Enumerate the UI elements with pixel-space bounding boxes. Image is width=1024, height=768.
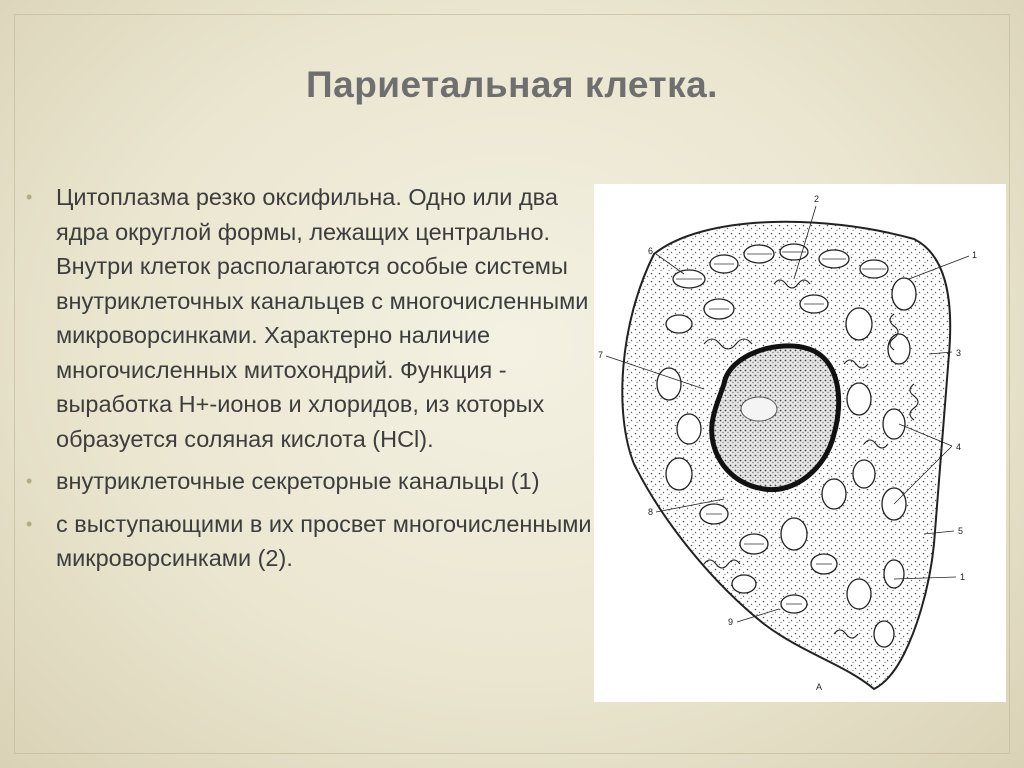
label-4: 4 xyxy=(956,442,962,452)
slide-title: Париетальная клетка. xyxy=(306,64,718,105)
bullet-dot-icon: • xyxy=(26,513,33,534)
label-3: 3 xyxy=(956,348,962,358)
bullet-dot-icon: • xyxy=(26,471,33,491)
cell-illustration xyxy=(594,184,1006,702)
bullet-text: внутриклеточные секреторные канальцы (1) xyxy=(56,468,540,494)
label-5: 5 xyxy=(958,526,964,536)
bullet-item xyxy=(26,507,616,576)
bullet-text: Цитоплазма резко оксифильна. Одно или два ядра округлой формы, лежащих центрально. Внутри клеток располагаются особые системы внутриклеточных канальцев с многочисленными микроворсинками. Характерно наличие многочисленных митохондрий. Функция - выработка Н+-ионов и хлоридов, из которых образуется соляная кислота (HCl). xyxy=(56,184,589,452)
parietal-cell-figure xyxy=(594,184,1006,702)
label-7: 7 xyxy=(598,350,604,360)
label-1-top: 1 xyxy=(972,250,978,260)
label-2: 2 xyxy=(814,194,820,204)
label-9: 9 xyxy=(728,617,734,627)
bullet-item xyxy=(26,180,616,456)
label-1-bottom: 1 xyxy=(960,572,966,582)
label-a: А xyxy=(816,682,823,692)
bullet-text: с выступающими в их просвет многочисленными микроворсинками (2). xyxy=(56,510,592,571)
nucleus xyxy=(712,346,839,490)
bullet-list xyxy=(26,180,616,584)
label-6: 6 xyxy=(648,246,654,256)
bullet-item xyxy=(26,464,616,499)
label-8: 8 xyxy=(648,507,654,517)
bullet-dot-icon: • xyxy=(26,187,33,207)
